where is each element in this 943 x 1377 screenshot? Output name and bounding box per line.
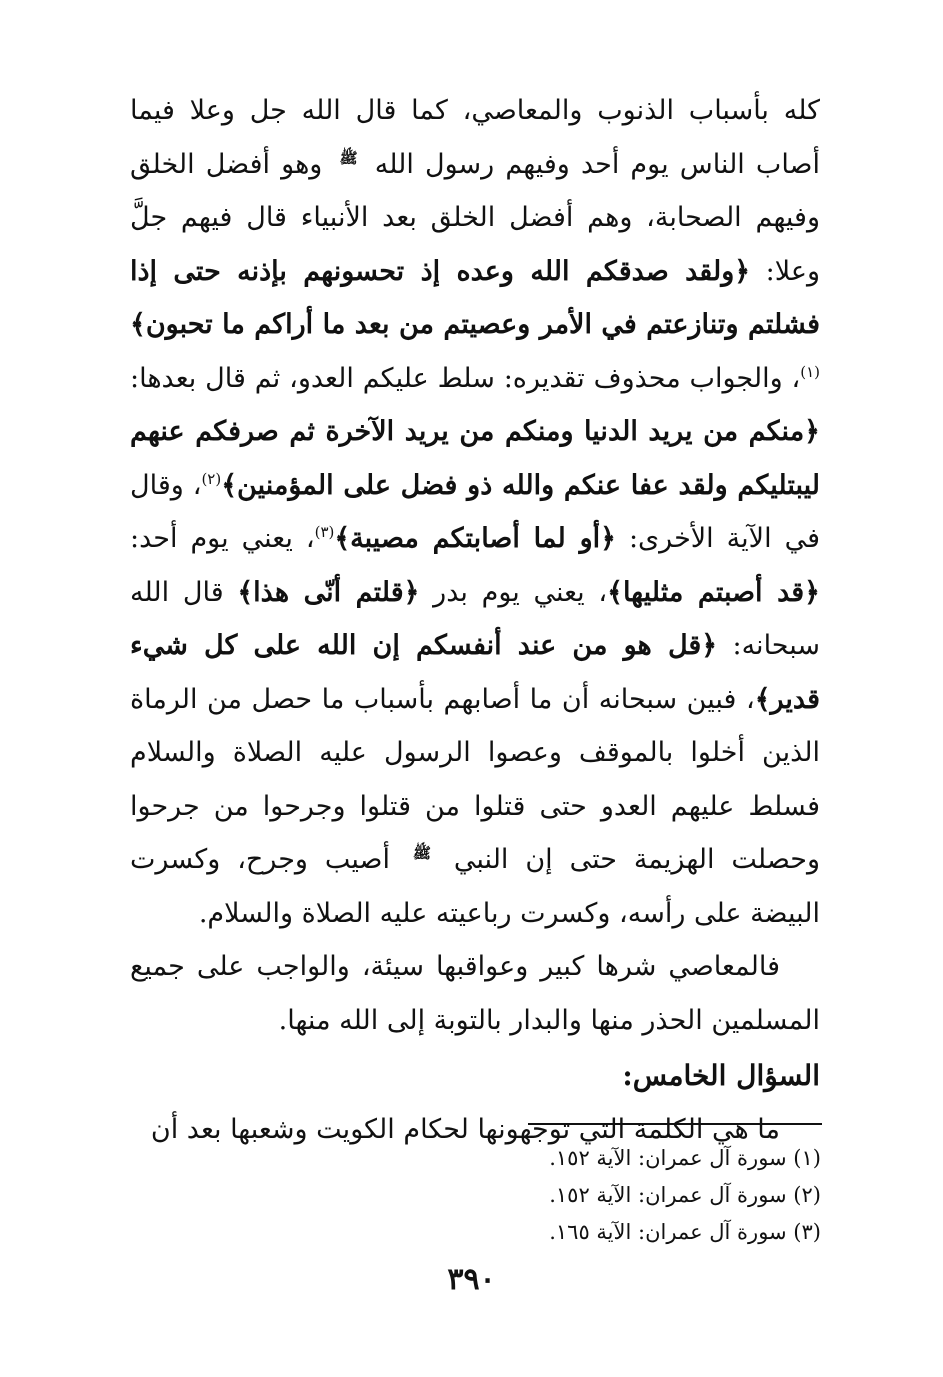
quran-verse: ﴿قلتم أنّى هذا﴾ (237, 576, 420, 608)
footnotes (441, 1140, 821, 1251)
main-text (130, 84, 820, 1156)
text-span: أصيب وجرح، وكسرت البيضة على رأسه، وكسرت رباعيته عليه الصلاة والسلام. (130, 844, 820, 929)
paragraph-2: فالمعاصي شرها كبير وعواقبها سيئة، والواجب على جميع المسلمين الحذر منها والبدار بالتوبة إلى الله منها. (130, 951, 820, 1036)
text-span: ، يعني يوم بدر (419, 576, 608, 608)
quran-verse: ﴿قد أصبتم مثليها﴾ (607, 576, 820, 608)
text-span: كله بأسباب الذنوب والمعاصي، كما قال الله جل وعلا فيما أصاب الناس يوم أحد وفيهم رسول الله (130, 95, 820, 180)
text-span: ، وقال في الآية الأخرى: (130, 469, 820, 554)
text-span: وهو أفضل الخلق وفيهم الصحابة، وهم أفضل الخلق بعد الأنبياء قال فيهم جلَّ وعلا: (130, 148, 820, 287)
section-heading: السؤال الخامس: (622, 1059, 820, 1092)
footnote-divider (528, 1123, 822, 1125)
footnote-2: (٢) سورة آل عمران: الآية ١٥٢. (549, 1183, 821, 1207)
text-span: قال الله سبحانه: (130, 576, 820, 661)
text-span: ، يعني يوم أحد: (130, 523, 315, 554)
paragraph-1: كله بأسباب الذنوب والمعاصي، كما قال الله جل وعلا فيما أصاب الناس يوم أحد وفيهم رسول الله ﷺ وهو أفضل الخلق وفيهم الصحابة، وهم أفضل الخلق بعد الأنبياء قال فيهم جلَّ وعلا: ﴿ولقد صدقكم الله وعده إذ تحسونهم بإذنه حتى إذا فشلتم وتنازعتم في الأمر وعصيتم من بعد ما أراكم ما تحبون﴾$^{(١)}$، والجواب محذوف تقديره: سلط عليكم العدو، ثم قال بعدها: ﴿منكم من يريد الدنيا ومنكم من يريد الآخرة ثم صرفكم عنهم ليبتليكم ولقد عفا عنكم والله ذو فضل على المؤمنين﴾$^{(٢)}$، وقال في الآية الأخرى: ﴿أو لما أصابتكم مصيبة﴾$^{(٣)}$، يعني يوم أحد: ﴿قد أصبتم مثليها﴾، يعني يوم بدر ﴿قلتم أنّى هذا﴾ قال الله سبحانه: ﴿قل هو من عند أنفسكم إن الله على كل شيء قدير﴾، فبين سبحانه أن ما أصابهم بأسباب ما حصل من الرماة الذين أخلوا بالموقف وعصوا الرسول عليه الصلاة والسلام فسلط عليهم العدو حتى قتلوا من قتلوا وجرحوا من جرحوا وحصلت الهزيمة حتى إن النبي ﷺ أصيب وجرح، وكسرت البيضة على رأسه، وكسرت رباعيته عليه الصلاة والسلام. (130, 95, 820, 929)
footnote-ref-1[interactable]: (١) (800, 362, 820, 381)
footnote-3: (٣) سورة آل عمران: الآية ١٦٥. (549, 1220, 821, 1244)
text-span: ، والجواب محذوف تقديره: سلط عليكم العدو، ثم قال بعدها: (130, 362, 801, 394)
quran-verse: ﴿منكم من يريد الدنيا ومنكم من يريد الآخرة ثم صرفكم عنهم ليبتليكم ولقد عفا عنكم والله ذو فضل على المؤمنين﴾ (130, 416, 820, 501)
footnote-ref-2[interactable]: (٢) (201, 469, 222, 488)
quran-verse: ﴿قل هو من عند أنفسكم إن الله على كل شيء قدير﴾ (130, 630, 820, 715)
footnote-1: (١) سورة آل عمران: الآية ١٥٢. (549, 1146, 821, 1170)
paragraph-3: ما هي الكلمة التي توجهونها لحكام الكويت وشعبها بعد أن (150, 1113, 780, 1145)
page-number: ٣٩٠ (447, 1262, 496, 1297)
quran-verse: ﴿ولقد صدقكم الله وعده إذ تحسونهم بإذنه حتى إذا فشلتم وتنازعتم في الأمر وعصيتم من بعد ما أراكم ما تحبون﴾ (130, 255, 820, 340)
text-span: ، فبين سبحانه أن ما أصابهم بأسباب ما حصل من الرماة الذين أخلوا بالموقف وعصوا الرسول عليه الصلاة والسلام فسلط عليهم العدو حتى قتلوا من قتلوا وجرحوا من جرحوا وحصلت الهزيمة حتى إن النبي (130, 683, 820, 875)
quran-verse: ﴿أو لما أصابتكم مصيبة﴾ (334, 523, 616, 554)
footnote-ref-3[interactable]: (٣) (314, 523, 335, 541)
